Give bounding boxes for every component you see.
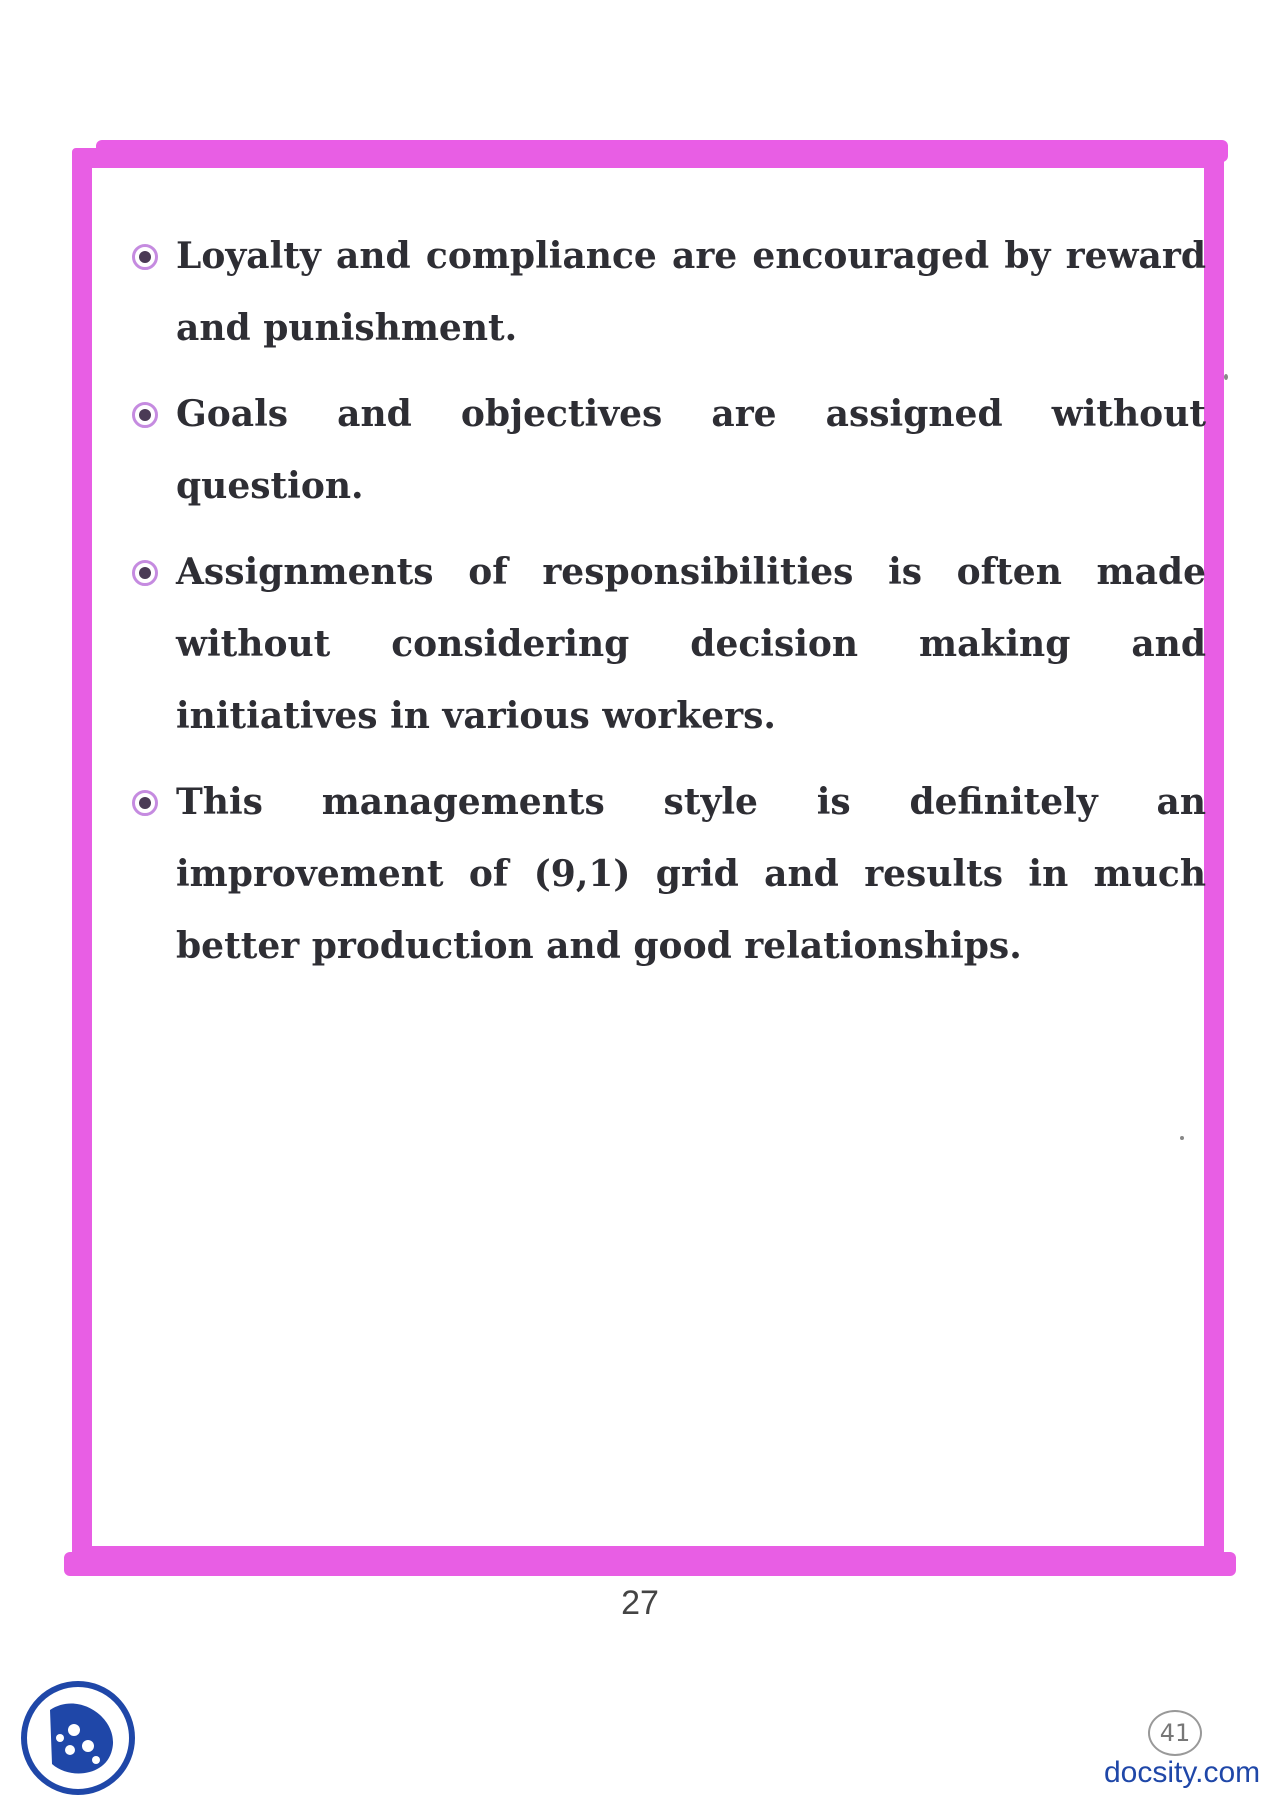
scan-speck xyxy=(1224,374,1228,380)
bullet-item xyxy=(128,766,1206,982)
bullet-icon xyxy=(132,402,158,428)
bullet-item xyxy=(128,378,1206,522)
bullet-list xyxy=(128,220,1206,996)
bullet-icon xyxy=(132,244,158,270)
bullet-item xyxy=(128,220,1206,364)
bullet-text: Loyalty and compliance are encouraged by reward and punishment. xyxy=(176,235,1206,349)
scan-speck xyxy=(1180,1136,1184,1140)
bullet-text: This managements style is definitely an improvement of (9,1) grid and results in much better production and good relationships. xyxy=(176,781,1206,967)
page-number: 27 xyxy=(621,1584,659,1622)
docsity-logo-icon xyxy=(20,1680,136,1796)
bullet-text: Goals and objectives are assigned without question. xyxy=(176,393,1206,507)
bullet-text: Assignments of responsibilities is often made without considering decision making and initiatives in various workers. xyxy=(176,551,1206,737)
bullet-icon xyxy=(132,560,158,586)
bullet-icon xyxy=(132,790,158,816)
frame-bottom-border xyxy=(64,1552,1236,1576)
handwritten-page-number: 41 xyxy=(1148,1710,1202,1756)
bullet-item xyxy=(128,536,1206,752)
brand-link[interactable]: docsity.com xyxy=(1104,1756,1261,1789)
